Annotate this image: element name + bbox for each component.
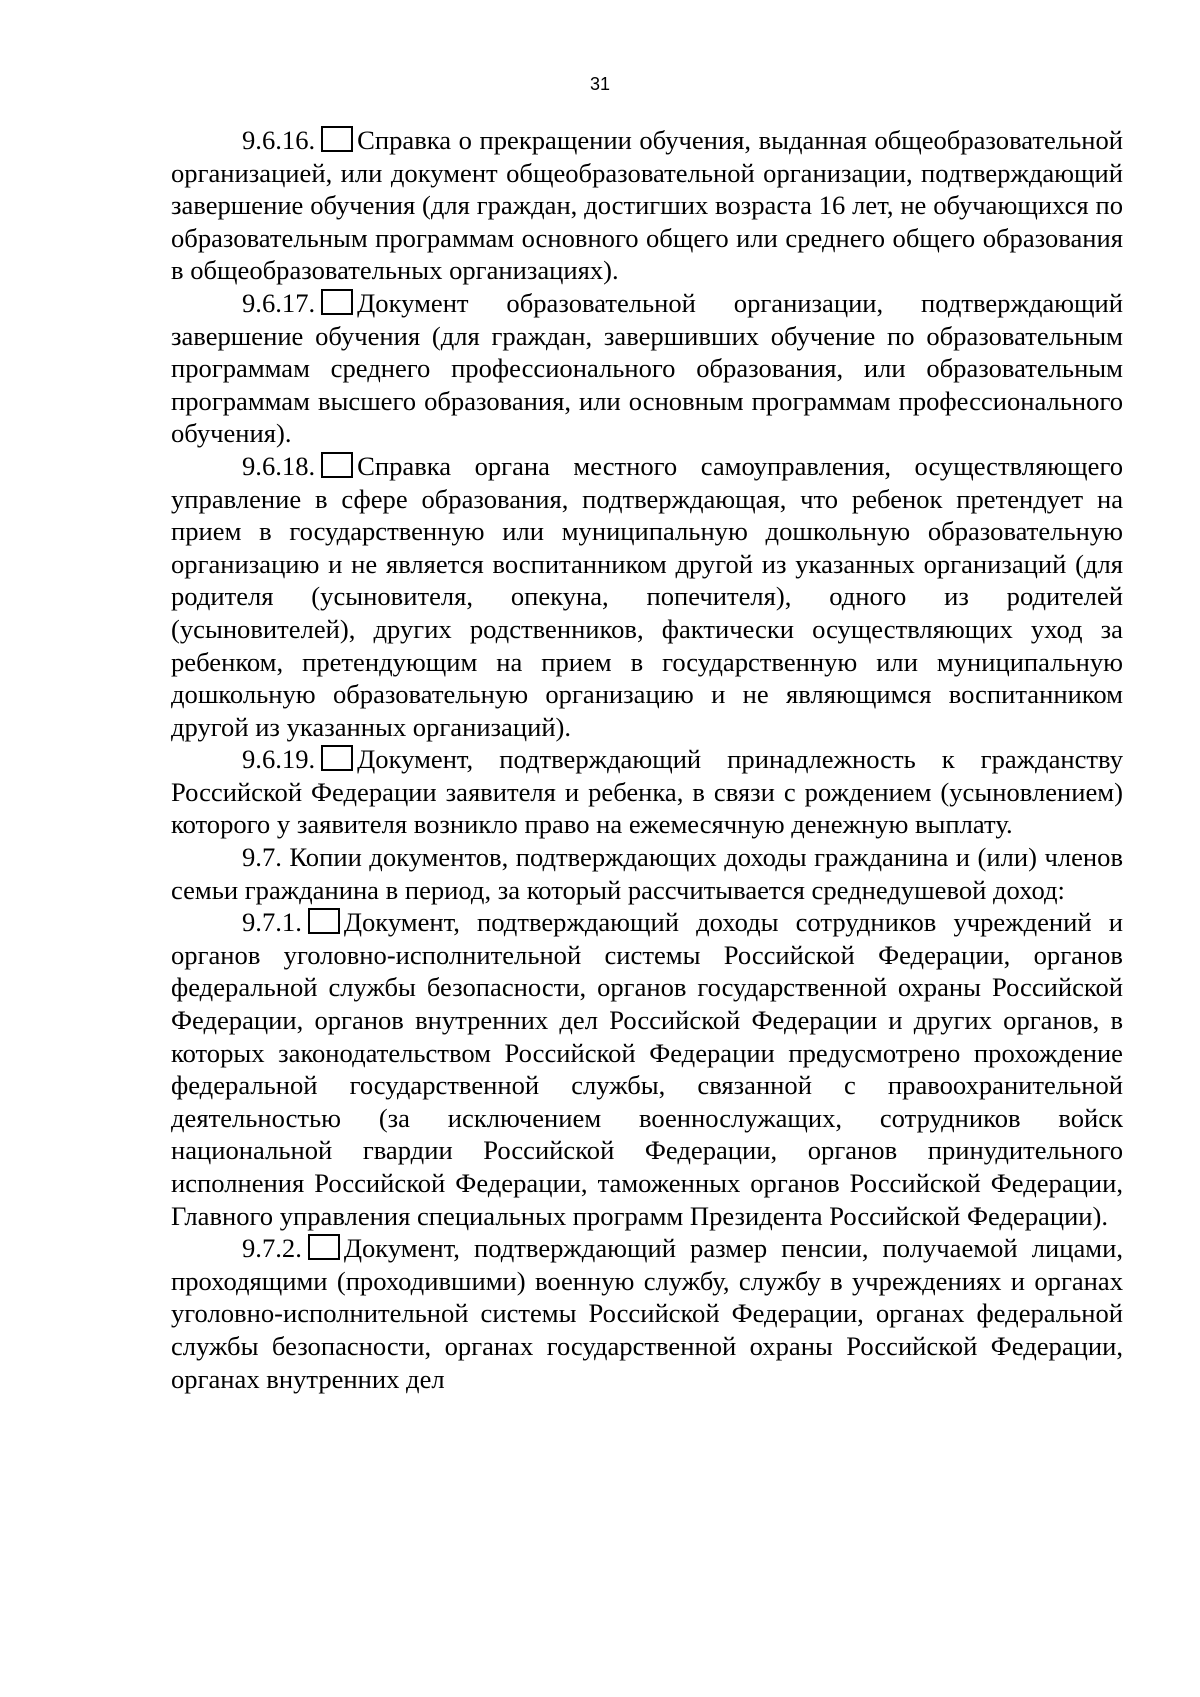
item-text: Копии документов, подтверждающих доходы гражданина и (или) членов семьи гражданина в период, за который рассчитывается среднедушевой доход:: [171, 842, 1123, 905]
checkbox[interactable]: [308, 908, 340, 934]
item-number: 9.6.17.: [242, 287, 316, 318]
checkbox[interactable]: [321, 452, 353, 478]
checkbox[interactable]: [321, 289, 353, 315]
paragraph-9-7: [171, 841, 1123, 906]
paragraph-9-7-1: [171, 906, 1123, 1232]
item-text: Документ, подтверждающий доходы сотрудников учреждений и органов уголовно-исполнительной системы Российской Федерации, органов федеральной службы безопасности, органов государственной охраны Российской Федерации, органов внутренних дел Российской Федерации и других органов, в которых законодательством Российской Федерации предусмотрено прохождение федеральной государственной службы, связанной с правоохранительной деятельностью (за исключением военнослужащих, сотрудников войск национальной гвардии Российской Федерации, органов принудительного исполнения Российской Федерации, таможенных органов Российской Федерации, Главного управления специальных программ Президента Российской Федерации).: [171, 907, 1123, 1231]
item-number: 9.6.18.: [242, 450, 316, 481]
item-number: 9.6.19.: [242, 744, 316, 775]
checkbox[interactable]: [321, 126, 353, 152]
paragraph-9-7-2: [171, 1232, 1123, 1395]
paragraph-9-6-17: [171, 287, 1123, 450]
page-number: 31: [589, 74, 611, 94]
item-number: 9.7.2.: [242, 1233, 302, 1264]
paragraph-9-6-16: [171, 124, 1123, 287]
item-text: Документ, подтверждающий принадлежность к гражданству Российской Федерации заявителя и ребенка, в связи с рождением (усыновлением) которого у заявителя возникло право на ежемесячную денежную выплату.: [171, 744, 1123, 840]
item-number: 9.6.16.: [242, 125, 316, 155]
item-text: Справка органа местного самоуправления, осуществляющего управление в сфере образования, подтверждающая, что ребенок претендует на прием в государственную или муниципальную дошкольную образовательную организацию и не является воспитанником другой из указанных организаций (для родителя (усыновителя, опекуна, попечителя), одного из родителей (усыновителей), других родственников, фактически осуществляющих уход за ребенком, претендующим на прием в государственную или муниципальную дошкольную образовательную организацию и не являющимся воспитанником другой из указанных организаций).: [171, 450, 1123, 742]
item-text: Документ, подтверждающий размер пенсии, получаемой лицами, проходящими (проходившими) военную службу, службу в учреждениях и органах уголовно-исполнительной системы Российской Федерации, органах федеральной службы безопасности, органах государственной охраны Российской Федерации, органах внутренних дел: [171, 1233, 1123, 1394]
paragraph-9-6-19: [171, 743, 1123, 841]
checkbox[interactable]: [308, 1234, 340, 1260]
item-text: Документ образовательной организации, подтверждающий завершение обучения (для граждан, завершивших обучение по образовательным программам среднего профессионального образования, или образовательным программам высшего образования, или основным программам профессионального обучения).: [171, 287, 1123, 449]
item-text: Справка о прекращении обучения, выданная общеобразовательной организацией, или документ общеобразовательной организации, подтверждающий завершение обучения (для граждан, достигших возраста 16 лет, не обучающихся по образовательным программам основного общего или среднего общего образования в общеобразовательных организациях).: [171, 125, 1123, 286]
item-number: 9.7.: [242, 842, 282, 873]
document-body: [171, 124, 1123, 1395]
checkbox[interactable]: [321, 745, 353, 771]
item-number: 9.7.1.: [242, 907, 302, 938]
paragraph-9-6-18: [171, 450, 1123, 743]
